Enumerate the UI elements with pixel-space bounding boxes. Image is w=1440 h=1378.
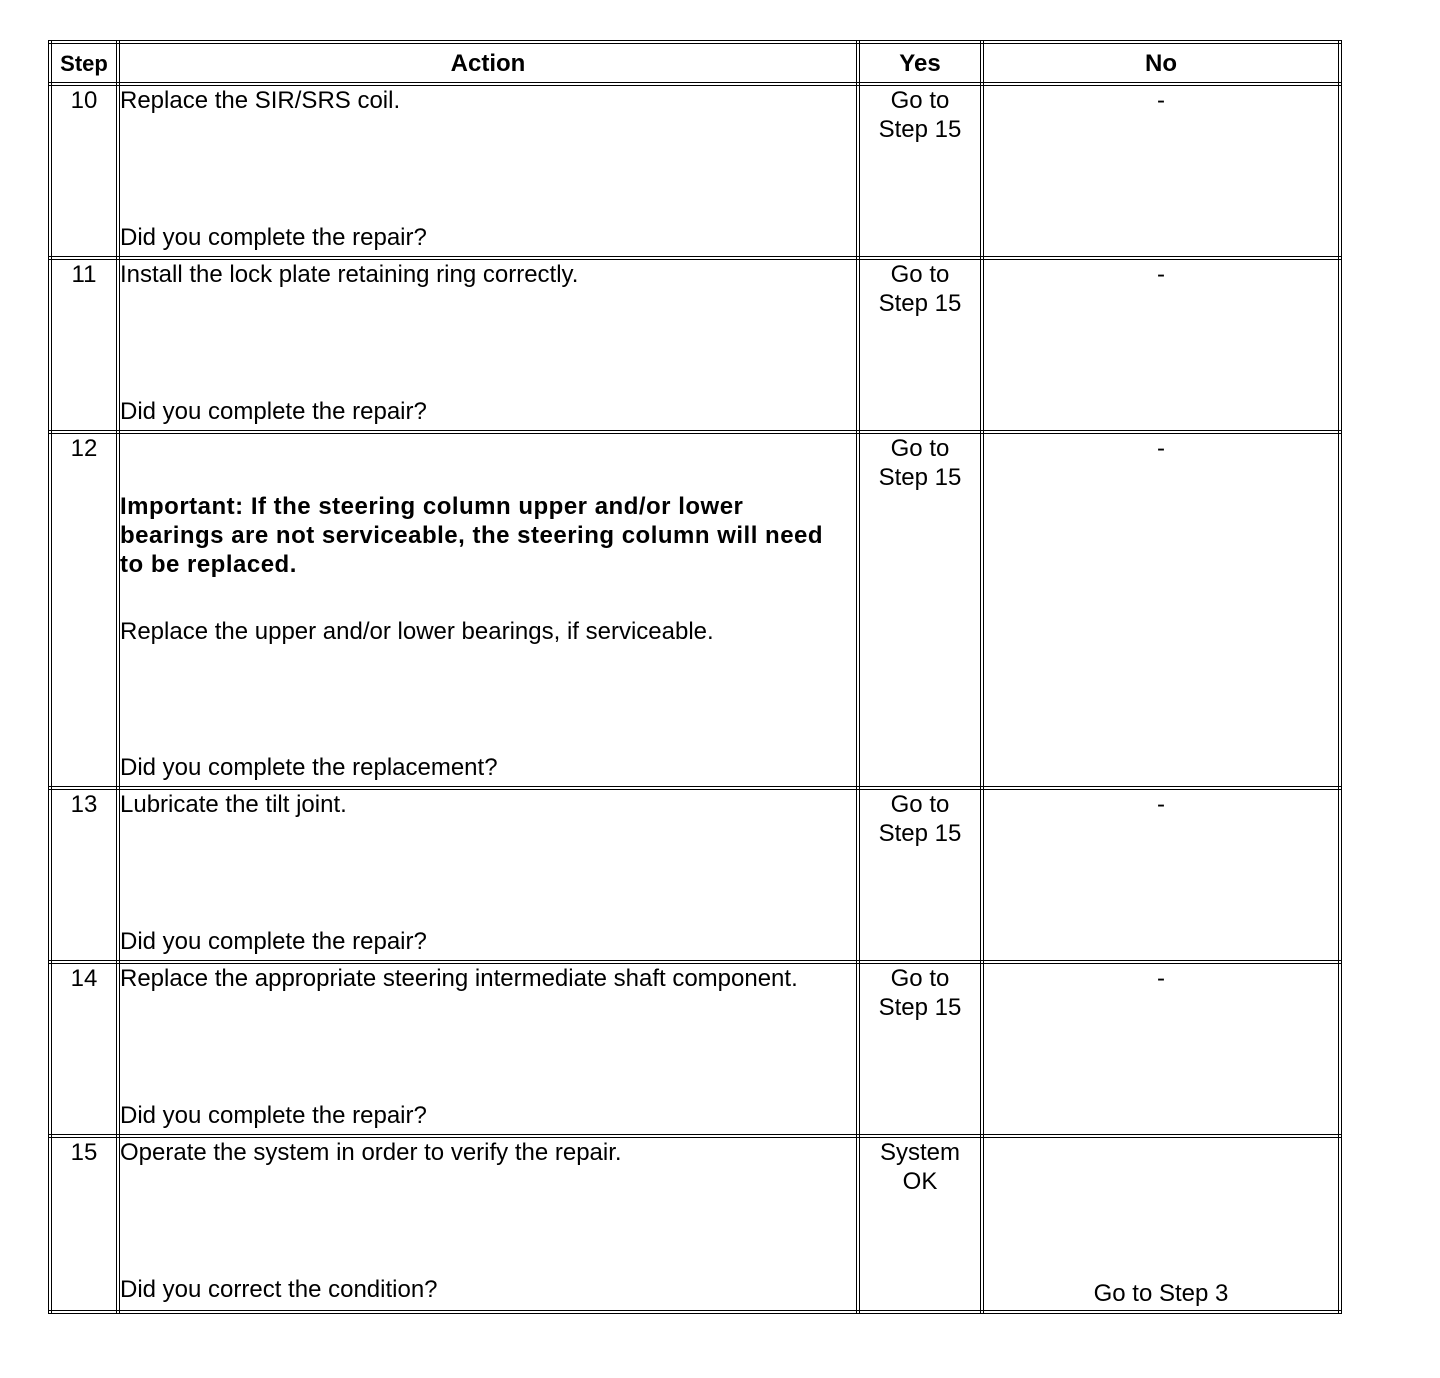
table-row (50, 258, 1340, 432)
step-number: 15 (50, 1136, 118, 1312)
yes-result-text: Go to Step 15 (878, 435, 962, 491)
yes-result (858, 258, 982, 432)
important-note: Important: If the steering column upper and/or lower bearings are not serviceable, the steering column will need to be replaced. (120, 493, 824, 578)
no-result: Go to Step 3 (982, 1136, 1340, 1312)
action-instruction: Replace the upper and/or lower bearings, if serviceable. (120, 618, 714, 645)
action-instruction: Operate the system in order to verify the repair. (120, 1139, 622, 1166)
table-row (50, 432, 1340, 788)
action-cell (118, 788, 858, 962)
action-cell (118, 432, 858, 788)
no-result: - (982, 258, 1340, 432)
action-cell (118, 962, 858, 1136)
action-cell (118, 258, 858, 432)
yes-result-text: Go to Step 15 (878, 87, 962, 143)
action-instruction: Install the lock plate retaining ring correctly. (120, 261, 579, 288)
action-question: Did you correct the condition? (120, 1276, 438, 1303)
header-step: Step (50, 42, 118, 84)
diagnostic-steps-table (48, 40, 1342, 1314)
action-instruction: Replace the appropriate steering intermediate shaft component. (120, 965, 798, 992)
header-row (50, 42, 1340, 84)
action-question: Did you complete the repair? (120, 224, 427, 251)
step-number: 13 (50, 788, 118, 962)
action-question: Did you complete the repair? (120, 928, 427, 955)
no-result: - (982, 962, 1340, 1136)
table-row (50, 962, 1340, 1136)
yes-result (858, 432, 982, 788)
yes-result (858, 1136, 982, 1312)
no-result: - (982, 432, 1340, 788)
action-cell (118, 84, 858, 258)
table-row (50, 788, 1340, 962)
step-number: 10 (50, 84, 118, 258)
yes-result-text: Go to Step 15 (878, 791, 962, 847)
action-instruction: Replace the SIR/SRS coil. (120, 87, 401, 114)
step-number: 11 (50, 258, 118, 432)
yes-result (858, 962, 982, 1136)
yes-result (858, 788, 982, 962)
action-cell (118, 1136, 858, 1312)
yes-result-text: Go to Step 15 (878, 965, 962, 1021)
action-question: Did you complete the replacement? (120, 754, 498, 781)
header-action: Action (118, 42, 858, 84)
action-question: Did you complete the repair? (120, 398, 427, 425)
no-result: - (982, 788, 1340, 962)
step-number: 14 (50, 962, 118, 1136)
yes-result-text: System OK (879, 1139, 960, 1195)
action-instruction: Lubricate the tilt joint. (120, 791, 347, 818)
yes-result (858, 84, 982, 258)
table-row (50, 1136, 1340, 1312)
header-yes: Yes (858, 42, 982, 84)
step-number: 12 (50, 432, 118, 788)
no-result: - (982, 84, 1340, 258)
yes-result-text: Go to Step 15 (878, 261, 962, 317)
header-no: No (982, 42, 1340, 84)
action-question: Did you complete the repair? (120, 1102, 427, 1129)
table-row (50, 84, 1340, 258)
